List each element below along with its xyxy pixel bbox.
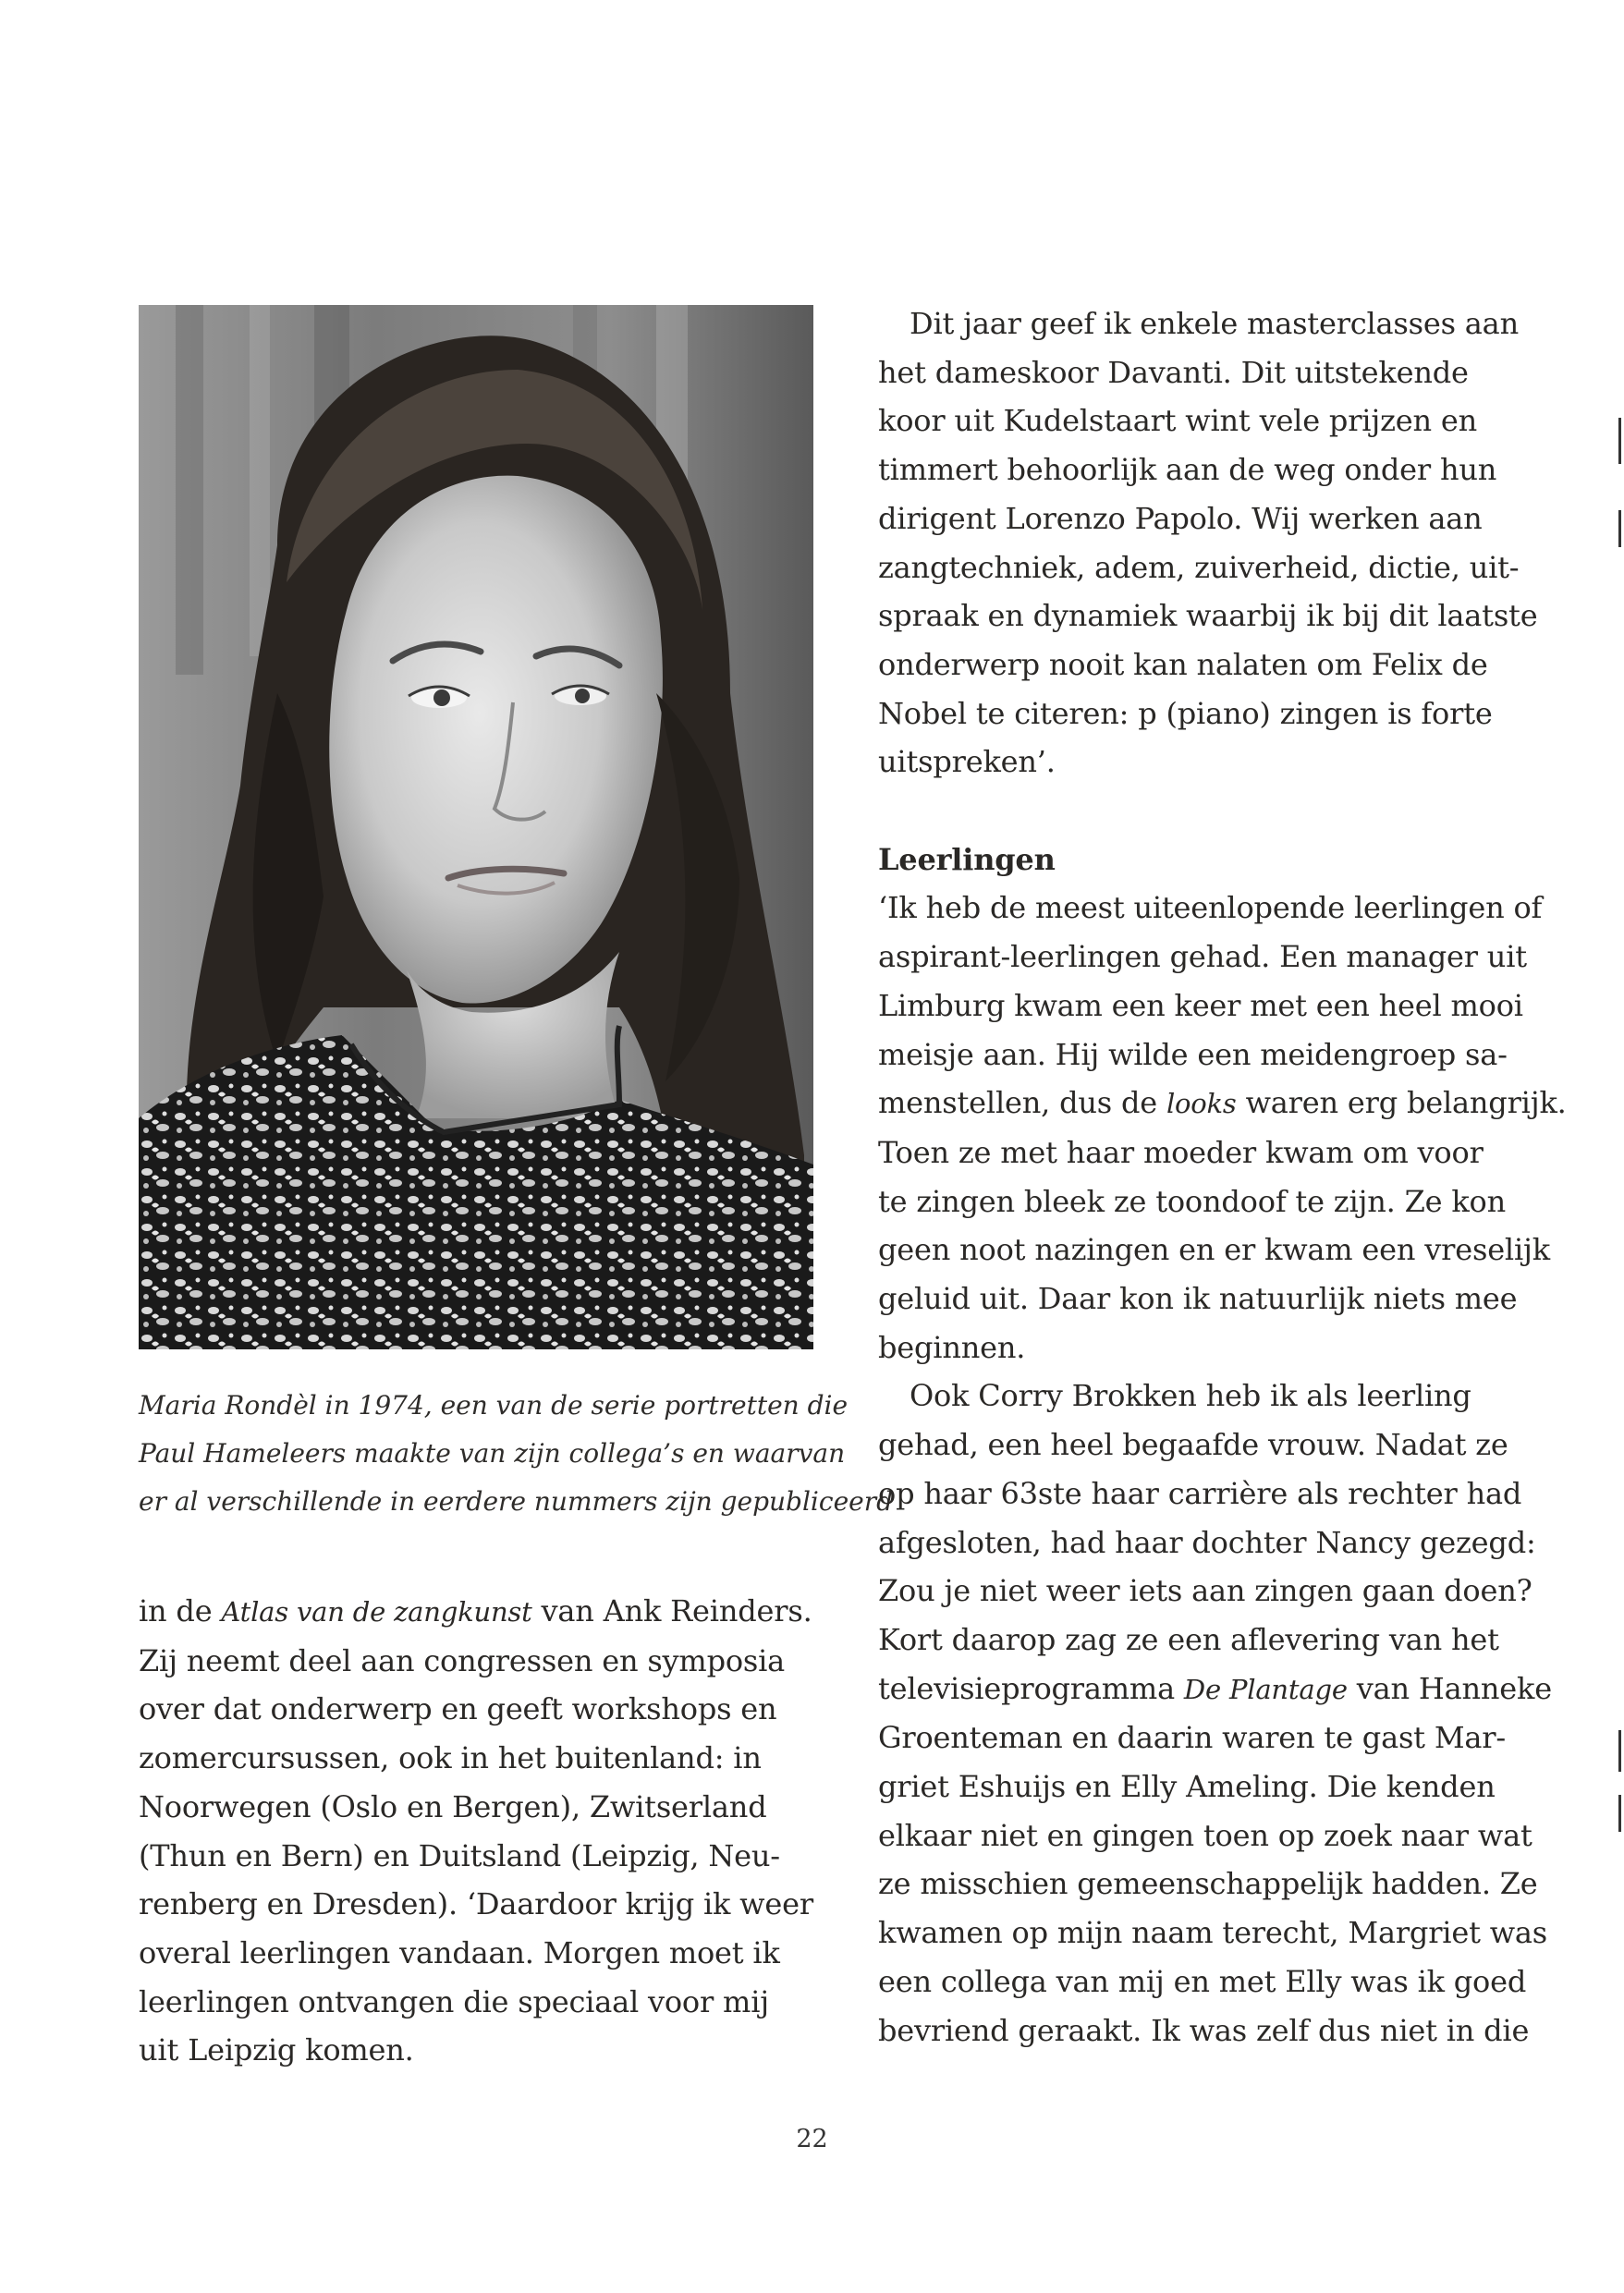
scan-edge-mark (1618, 510, 1621, 547)
caption-line: er al verschillende in eerdere nummers zijn gepubliceerd (139, 1486, 894, 1517)
tv-program-title: De Plantage (1183, 1673, 1348, 1705)
caption-line: Maria Rondèl in 1974, een van de serie portretten die (139, 1390, 849, 1421)
body-line: geen noot nazingen en er kwam een vreselijk (878, 1232, 1550, 1268)
body-line: Groenteman en daarin waren te gast Mar- (878, 1720, 1506, 1756)
body-line: het dameskoor Davanti. Dit uitstekende (878, 354, 1469, 390)
body-line: elkaar niet en gingen toen op zoek naar wat (878, 1817, 1532, 1853)
body-line: timmert behoorlijk aan de weg onder hun (878, 452, 1497, 488)
body-line: te zingen bleek ze toondoof te zijn. Ze kon (878, 1183, 1506, 1219)
scan-edge-mark (1618, 418, 1621, 464)
body-line: leerlingen ontvangen die speciaal voor mij (139, 1983, 769, 2019)
body-line: uitspreken’. (878, 744, 1056, 780)
body-line: beginnen. (878, 1329, 1026, 1365)
body-line: overal leerlingen vandaan. Morgen moet ik (139, 1934, 780, 1970)
body-line: in de Atlas van de zangkunst van Ank Reinders. (139, 1593, 812, 1628)
page-number: 22 (796, 2125, 828, 2153)
body-line: menstellen, dus de looks waren erg belangrijk. (878, 1085, 1567, 1121)
body-line: op haar 63ste haar carrière als rechter had (878, 1475, 1522, 1511)
body-line: kwamen op mijn naam terecht, Margriet was (878, 1915, 1547, 1951)
body-line: televisieprogramma De Plantage van Hanneke (878, 1670, 1552, 1706)
body-line: uit Leipzig komen. (139, 2032, 414, 2068)
portrait-illustration (139, 305, 813, 1349)
italic-word: looks (1166, 1088, 1237, 1120)
body-line: Dit jaar geef ik enkele masterclasses aan (910, 306, 1519, 341)
body-line: zomercursussen, ook in het buitenland: in (139, 1740, 762, 1776)
section-heading: Leerlingen (878, 841, 1056, 877)
body-line: onderwerp nooit kan nalaten om Felix de (878, 646, 1488, 682)
body-line: spraak en dynamiek waarbij ik bij dit laatste (878, 598, 1538, 634)
body-line: gehad, een heel begaafde vrouw. Nadat ze (878, 1427, 1508, 1463)
left-column-text (139, 1587, 813, 2075)
body-line: koor uit Kudelstaart wint vele prijzen en (878, 403, 1477, 439)
portrait-photo (139, 305, 813, 1349)
caption-line: Paul Hameleers maakte van zijn collega’s en waarvan (139, 1438, 846, 1469)
book-title: Atlas van de zangkunst (221, 1596, 532, 1628)
body-line: Limburg kwam een keer met een heel mooi (878, 987, 1523, 1023)
body-line: renberg en Dresden). ‘Daardoor krijg ik weer (139, 1886, 813, 1922)
body-line: meisje aan. Hij wilde een meidengroep sa- (878, 1036, 1508, 1072)
body-line: Zou je niet weer iets aan zingen gaan doen? (878, 1573, 1532, 1609)
body-line: een collega van mij en met Elly was ik goed (878, 1963, 1527, 1999)
body-line: dirigent Lorenzo Papolo. Wij werken aan (878, 500, 1483, 536)
body-line: zangtechniek, adem, zuiverheid, dictie, uit- (878, 549, 1520, 585)
body-line: (Thun en Bern) en Duitsland (Leipzig, Neu- (139, 1837, 780, 1873)
scan-edge-mark (1618, 1730, 1621, 1772)
body-line: Ook Corry Brokken heb ik als leerling (910, 1378, 1471, 1414)
body-line: over dat onderwerp en geeft workshops en (139, 1691, 777, 1727)
paragraph-gap (878, 787, 1567, 835)
body-line: aspirant-leerlingen gehad. Een manager uit (878, 939, 1527, 975)
body-line: Toen ze met haar moeder kwam om voor (878, 1134, 1484, 1170)
body-line: Noorwegen (Oslo en Bergen), Zwitserland (139, 1788, 767, 1824)
right-column-text (878, 299, 1567, 2055)
body-line: Zij neemt deel aan congressen en symposia (139, 1642, 786, 1678)
body-line: geluid uit. Daar kon ik natuurlijk niets mee (878, 1281, 1518, 1317)
body-line: afgesloten, had haar dochter Nancy gezegd: (878, 1524, 1536, 1560)
body-line: ze misschien gemeenschappelijk hadden. Ze (878, 1866, 1538, 1902)
body-line: Nobel te citeren: p (piano) zingen is forte (878, 695, 1493, 731)
body-line: bevriend geraakt. Ik was zelf dus niet in die (878, 2012, 1530, 2048)
scan-edge-mark (1618, 1795, 1621, 1832)
body-line: griet Eshuijs en Elly Ameling. Die kenden (878, 1769, 1496, 1805)
photo-caption (139, 1382, 894, 1526)
body-line: Kort daarop zag ze een aflevering van het (878, 1621, 1499, 1657)
body-line: ‘Ik heb de meest uiteenlopende leerlingen of (878, 890, 1543, 926)
